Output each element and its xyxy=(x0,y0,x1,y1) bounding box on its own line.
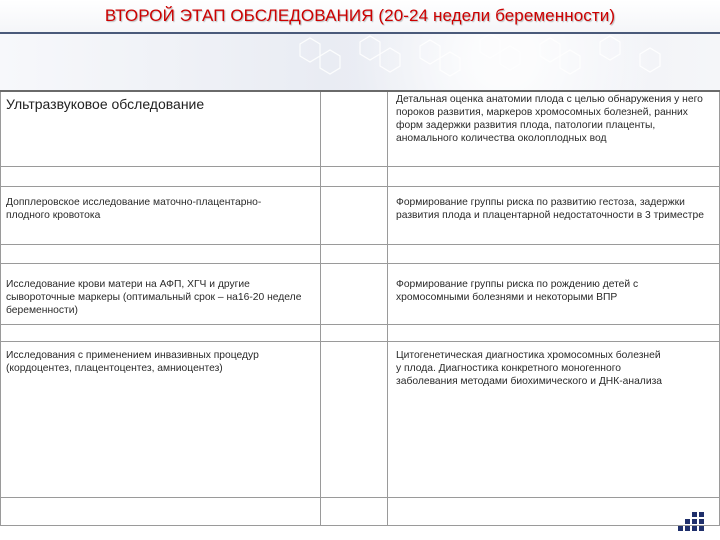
purpose-cell: Формирование группы риска по рождению детей с хромосомными болезнями и некоторыми ВПР xyxy=(396,279,639,303)
grid-line xyxy=(0,525,720,526)
band-divider xyxy=(0,90,720,92)
grid-line xyxy=(0,263,720,264)
grid-line xyxy=(0,186,720,187)
purpose-cell: Формирование группы риска по развитию гестоза, задержки развития плода и плацентарной недостаточности в 3 триместре xyxy=(396,197,704,221)
grid-line xyxy=(0,166,720,167)
decorative-dots-icon xyxy=(678,510,710,532)
method-cell: Исследование крови матери на АФП, ХГЧ и другие сывороточные маркеры (оптимальный срок – на16-20 неделе беременности) xyxy=(6,279,302,316)
slide-title: ВТОРОЙ ЭТАП ОБСЛЕДОВАНИЯ (20-24 недели беременности) xyxy=(104,6,616,25)
grid-line xyxy=(0,244,720,245)
hexagon-pattern xyxy=(0,34,720,90)
method-cell: Исследования с применением инвазивных процедур (кордоцентез, плацентоцентез, амниоцентез) xyxy=(6,350,259,374)
grid-line xyxy=(0,92,1,526)
grid-line xyxy=(0,341,720,342)
decorative-hex-band xyxy=(0,34,720,90)
grid-line xyxy=(320,92,321,526)
grid-line xyxy=(387,92,388,526)
purpose-cell: Цитогенетическая диагностика хромосомных болезней у плода. Диагностика конкретного моногенного заболевания методами биохимического и ДНК-анализа xyxy=(396,350,663,387)
method-cell: Допплеровское исследование маточно-плацентарно- плодного кровотока xyxy=(6,197,262,221)
grid-line xyxy=(0,497,720,498)
purpose-cell: Детальная оценка анатомии плода с целью обнаружения у него пороков развития, маркеров хромосомных болезней, ранних форм задержки развития плода, патологии плаценты, аномального количества околоплодных вод xyxy=(396,94,703,144)
grid-line xyxy=(0,324,720,325)
method-cell: Ультразвуковое обследование xyxy=(6,96,205,112)
